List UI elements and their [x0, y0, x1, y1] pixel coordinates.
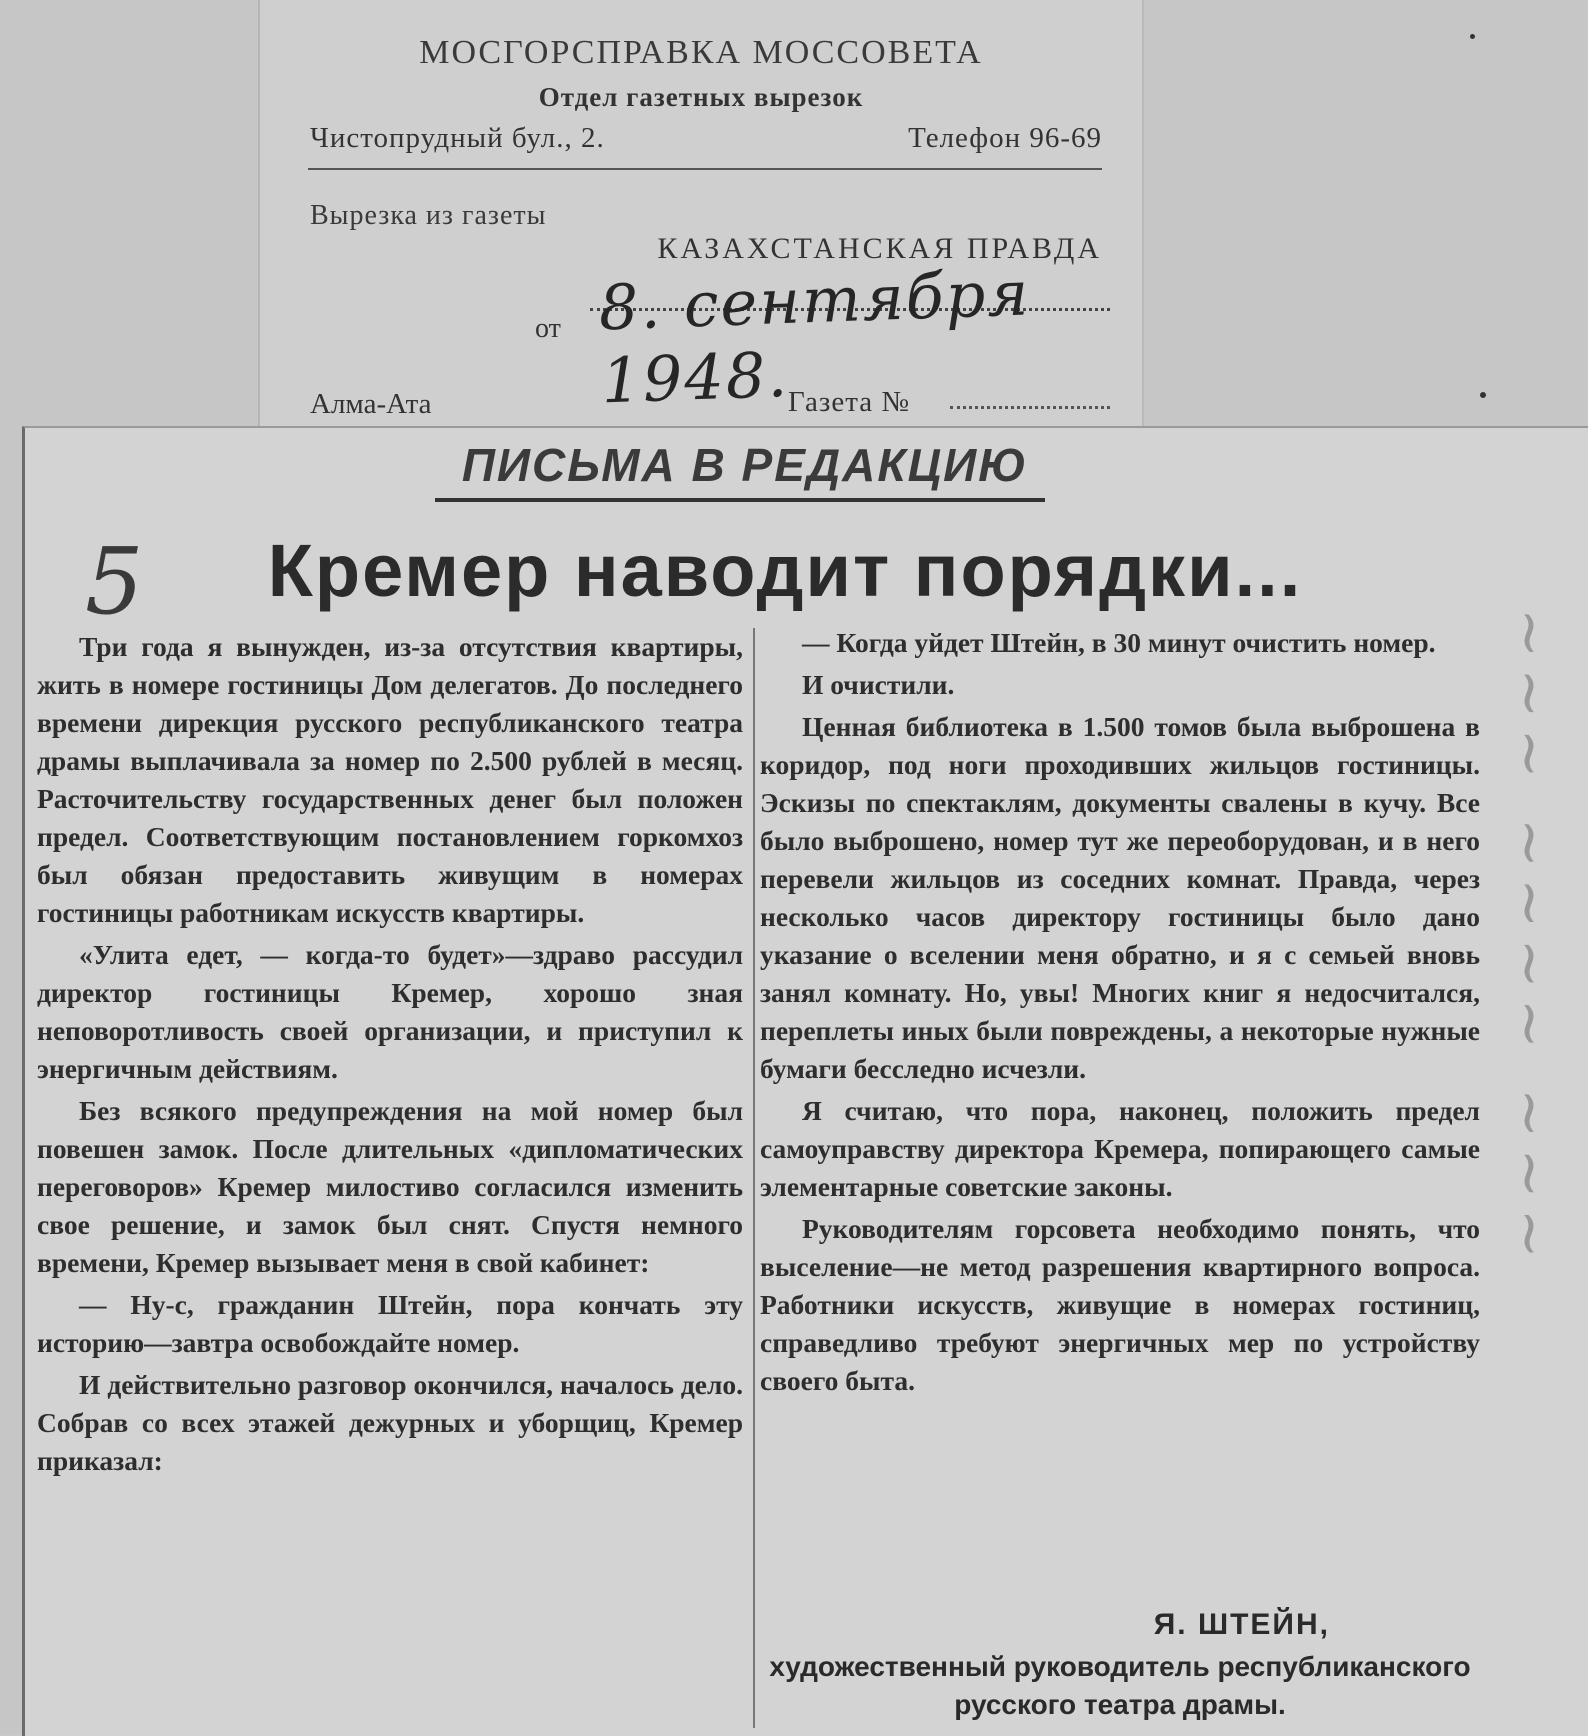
handwritten-mark: 5 [85, 528, 144, 635]
cutting-label: Вырезка из газеты [310, 200, 547, 231]
ink-speck [1470, 34, 1475, 39]
paragraph: Три года я вынужден, из-за отсутствия квартиры, жить в номере гостиницы Дом делегатов. До последнего времени дирекция русского республиканского театра драмы выплачивала за номер по 2.500 рублей в месяц. Расточительству государственных денег был положен предел. Соответствующим постановлением горкомхоз был обязан предоставить живущим в номерах гостиницы работникам искусств квартиры. [37, 631, 743, 928]
paragraph: Я считаю, что пора, наконец, положить предел самоуправству директора Кремера, попирающего самые элементарные советские законы. [760, 1095, 1480, 1202]
from-label: от [535, 313, 561, 344]
rubric-underline [435, 498, 1045, 502]
column-divider [753, 628, 755, 1728]
paragraph: — Когда уйдет Штейн, в 30 минут очистить номер. [802, 627, 1436, 658]
newspaper-clipping [22, 426, 1588, 1736]
paragraph: Без всякого предупреждения на мой номер был повешен замок. После длительных «дипломатических переговоров» Кремер милостиво согласился изменить свое решение, и замок был снят. Спустя немного времени, Кремер вызывает меня в свой кабинет: [37, 1095, 743, 1278]
clipping-service-slip [258, 0, 1144, 430]
handwritten-date: 8. сентября 1948. [597, 256, 1032, 418]
header-rule [308, 168, 1102, 170]
bureau-name: МОСГОРСПРАВКА МОССОВЕТА [419, 34, 983, 71]
paragraph: — Ну-с, гражданин Штейн, пора кончать эту историю—завтра освобождайте номер. [37, 1289, 743, 1358]
margin-scribble: ~~~ ~~~~ ~~~ [1495, 608, 1565, 1269]
ink-speck [1480, 392, 1486, 398]
address: Чистопрудный бул., 2. [310, 122, 605, 154]
rubric: ПИСЬМА В РЕДАКЦИЮ [461, 439, 1029, 491]
phone: Телефон 96-69 [908, 122, 1102, 154]
gazette-number-dots [950, 406, 1110, 409]
city: Алма-Ата [310, 388, 432, 420]
article-column-2 [760, 624, 1480, 1404]
headline: Кремер наводит порядки... [267, 529, 1303, 612]
paragraph: И очистили. [802, 669, 955, 700]
paragraph: Руководителям горсовета необходимо понять, что выселение—не метод разрешения квартирного вопроса. Работники искусств, живущие в номерах гостиниц, справедливо требуют энергичных мер по устройству своего быта. [760, 1213, 1480, 1396]
department-name: Отдел газетных вырезок [538, 82, 864, 112]
paragraph: Ценная библиотека в 1.500 томов была выброшена в коридор, под ноги проходивших жильцов гостиницы. Эскизы по спектаклям, документы свалены в кучу. Все было выброшено, номер тут же переоборудован, и в него перевели жильцов из соседних комнат. Правда, через несколько часов директору гостиницы было дано указание о вселении меня обратно, и я с семьей вновь занял комнату. Но, увы! Многих книг я недосчитался, переплеты иных были повреждены, а некоторые нужные бумаги бесследно исчезли. [760, 711, 1480, 1084]
gazette-number-label: Газета № [788, 386, 911, 418]
paragraph: «Улита едет, — когда-то будет»—здраво рассудил директор гостиницы Кремер, хорошо зная неповоротливость своей организации, и приступил к энергичным действиям. [37, 939, 743, 1084]
newspaper-name: КАЗАХСТАНСКАЯ ПРАВДА [657, 232, 1102, 265]
signature-role: художественный руководитель республиканского русского театра драмы. [769, 1651, 1471, 1720]
signature-name: Я. ШТЕЙН, [1153, 1608, 1330, 1641]
signature-block [760, 1608, 1480, 1724]
paragraph: И действительно разговор окончился, началось дело. Собрав со всех этажей дежурных и уборщиц, Кремер приказал: [37, 1369, 743, 1476]
faint-margin-handwriting [1495, 608, 1588, 1608]
article-column-1 [37, 628, 743, 1484]
